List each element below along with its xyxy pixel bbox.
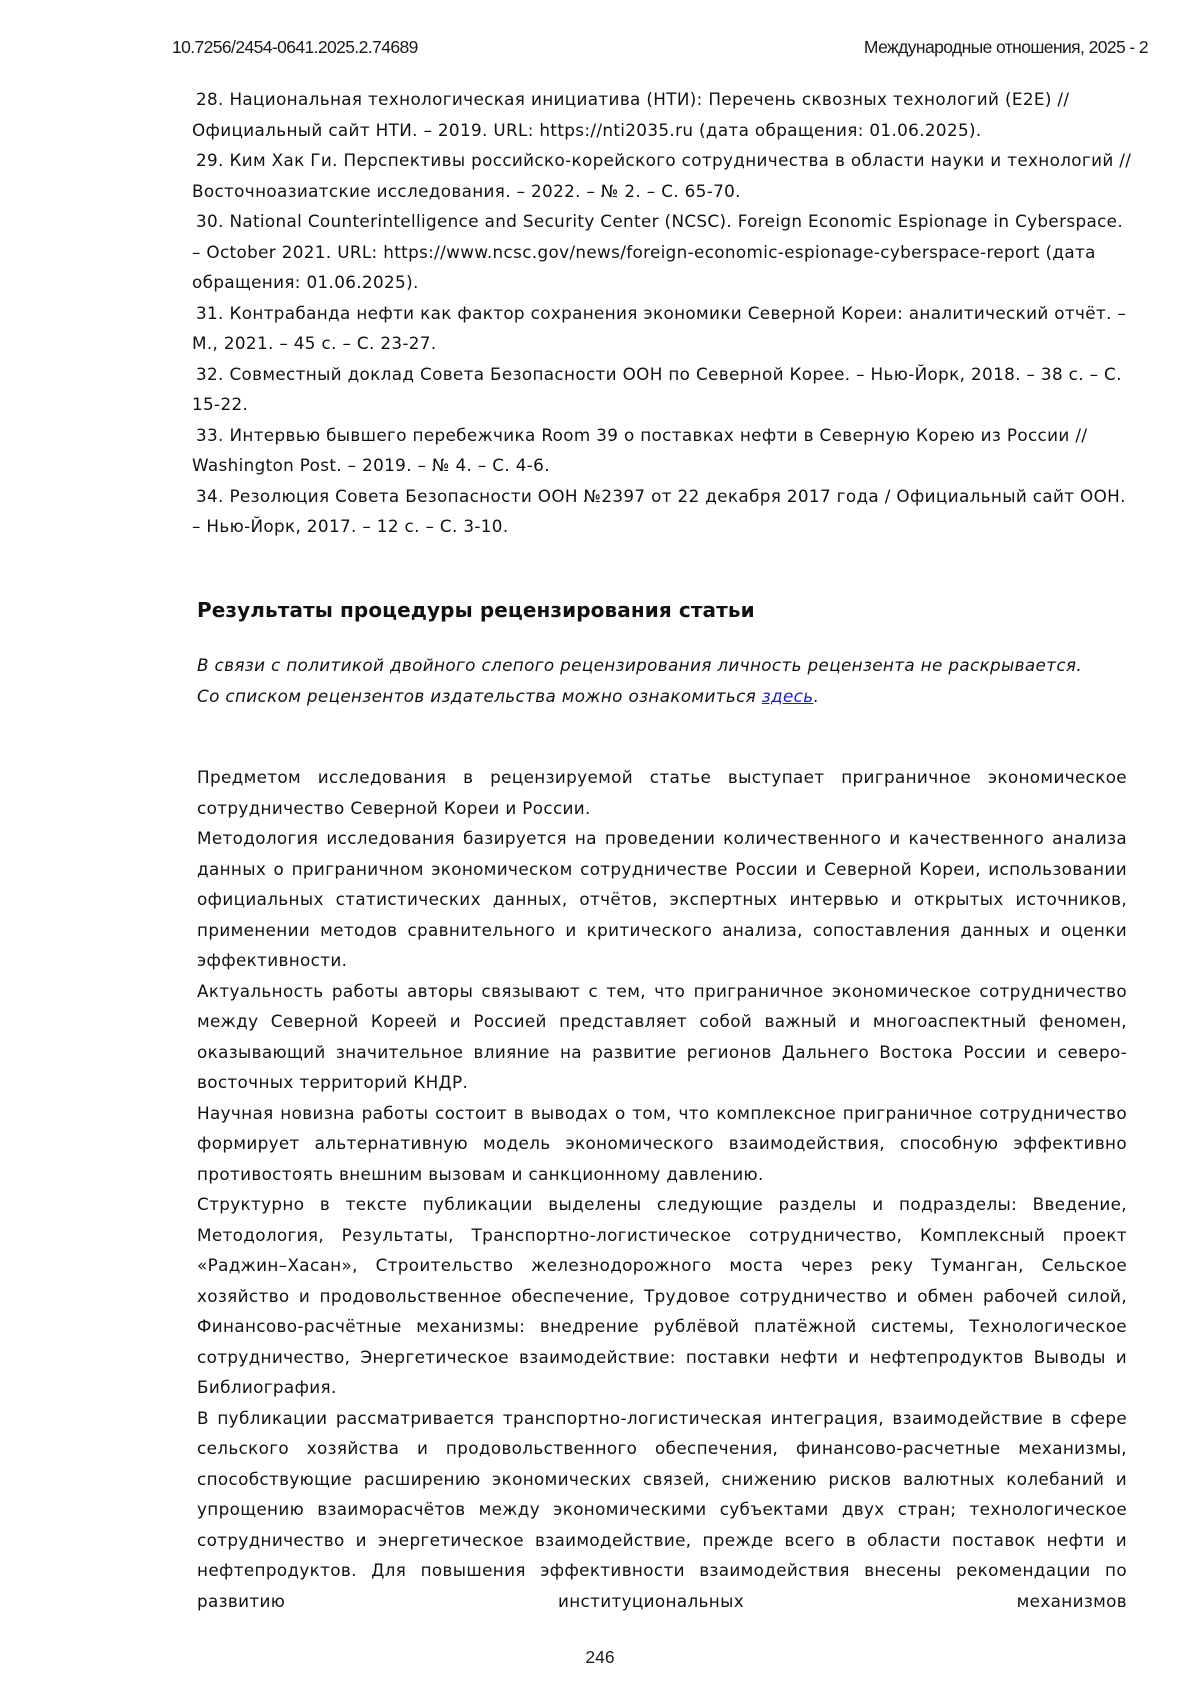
reference-text: Контрабанда нефти как фактор сохранения экономики Северной Кореи: аналитический отчёт. – М., 2021. – 45 с. – С. 23-27. [192,303,1126,354]
review-paragraph-subject: Предметом исследования в рецензируемой статье выступает приграничное экономическое сотрудничество Северной Кореи и России. [197,762,1127,823]
reference-number: 30. [192,211,224,231]
header-journal-title: Международные отношения, 2025 - 2 [864,37,1148,58]
review-note-reviewers [197,681,1127,712]
section-title: Результаты процедуры рецензирования статьи [197,598,755,622]
reference-text: Национальная технологическая инициатива (НТИ): Перечень сквозных технологий (E2E) // Официальный сайт НТИ. – 2019. URL: https://nti2035.ru (дата обращения: 01.06.2025). [192,89,1069,140]
reference-number: 28. [192,89,224,109]
header-doi: 10.7256/2454-0641.2025.2.74689 [172,37,418,58]
reference-list [192,84,1132,542]
review-paragraph-content: В публикации рассматривается транспортно-логистическая интеграция, взаимодействие в сфере сельского хозяйства и продовольственного обеспечения, финансово-расчетные механизмы, способствующие расширению экономических связей, снижению рисков валютных колебаний и упрощению взаиморасчётов между экономическими субъектами двух стран; технологическое сотрудничество и энергетическое взаимодействие, прежде всего в области поставок нефти и нефтепродуктов. Для повышения эффективности взаимодействия внесены рекомендации по развитию институциональных механизмов [197,1403,1127,1617]
review-note-anonymity: В связи с политикой двойного слепого рецензирования личность рецензента не раскрывается. [197,650,1127,681]
reference-item-28 [192,84,1132,145]
review-paragraph-novelty: Научная новизна работы состоит в выводах о том, что комплексное приграничное сотрудничество формирует альтернативную модель экономического взаимодействия, способную эффективно противостоять внешним вызовам и санкционному давлению. [197,1098,1127,1190]
page-number: 246 [0,1647,1200,1668]
reference-number: 34. [192,486,224,506]
reviewers-list-link[interactable]: здесь [762,686,814,706]
reference-number: 31. [192,303,224,323]
reference-text: Интервью бывшего перебежчика Room 39 о поставках нефти в Северную Корею из России // Washington Post. – 2019. – № 4. – С. 4-6. [192,425,1087,476]
reference-item-31 [192,298,1132,359]
review-body [197,762,1127,1616]
reference-text: Совместный доклад Совета Безопасности ООН по Северной Корее. – Нью-Йорк, 2018. – 38 с. – С. 15-22. [192,364,1122,415]
reference-number: 29. [192,150,224,170]
reference-text: Ким Хак Ги. Перспективы российско-корейского сотрудничества в области науки и технологий // Восточноазиатские исследования. – 2022. – № 2. – С. 65-70. [192,150,1131,201]
review-note-prefix: Со списком рецензентов издательства можно ознакомиться [197,686,762,706]
review-note-suffix: . [814,686,820,706]
journal-page [0,0,1200,1698]
reference-item-34 [192,481,1132,542]
reference-number: 33. [192,425,224,445]
review-paragraph-structure: Структурно в тексте публикации выделены следующие разделы и подразделы: Введение, Методология, Результаты, Транспортно-логистическое сотрудничество, Комплексный проект «Раджин–Хасан», Строительство железнодорожного моста через реку Туманган, Сельское хозяйство и продовольственное обеспечение, Трудовое сотрудничество и обмен рабочей силой, Финансово-расчётные механизмы: внедрение рублёвой платёжной системы, Технологическое сотрудничество, Энергетическое взаимодействие: поставки нефти и нефтепродуктов Выводы и Библиография. [197,1189,1127,1403]
reference-text: Резолюция Совета Безопасности ООН №2397 от 22 декабря 2017 года / Официальный сайт ООН. – Нью-Йорк, 2017. – 12 с. – С. 3-10. [192,486,1126,537]
review-note [197,650,1127,711]
reference-item-29 [192,145,1132,206]
review-paragraph-methodology: Методология исследования базируется на проведении количественного и качественного анализа данных о приграничном экономическом сотрудничестве России и Северной Кореи, использовании официальных статистических данных, отчётов, экспертных интервью и открытых источников, применении методов сравнительного и критического анализа, сопоставления данных и оценки эффективности. [197,823,1127,976]
reference-item-33 [192,420,1132,481]
reference-item-30 [192,206,1132,298]
review-paragraph-relevance: Актуальность работы авторы связывают с тем, что приграничное экономическое сотрудничество между Северной Кореей и Россией представляет собой важный и многоаспектный феномен, оказывающий значительное влияние на развитие регионов Дальнего Востока России и северо-восточных территорий КНДР. [197,976,1127,1098]
reference-item-32 [192,359,1132,420]
reference-text: National Counterintelligence and Security Center (NCSC). Foreign Economic Espionage in Cyberspace. – October 2021. URL: https://www.ncsc.gov/news/foreign-economic-espionage-cyberspace-report (дата обращения: 01.06.2025). [192,211,1123,292]
reference-number: 32. [192,364,224,384]
